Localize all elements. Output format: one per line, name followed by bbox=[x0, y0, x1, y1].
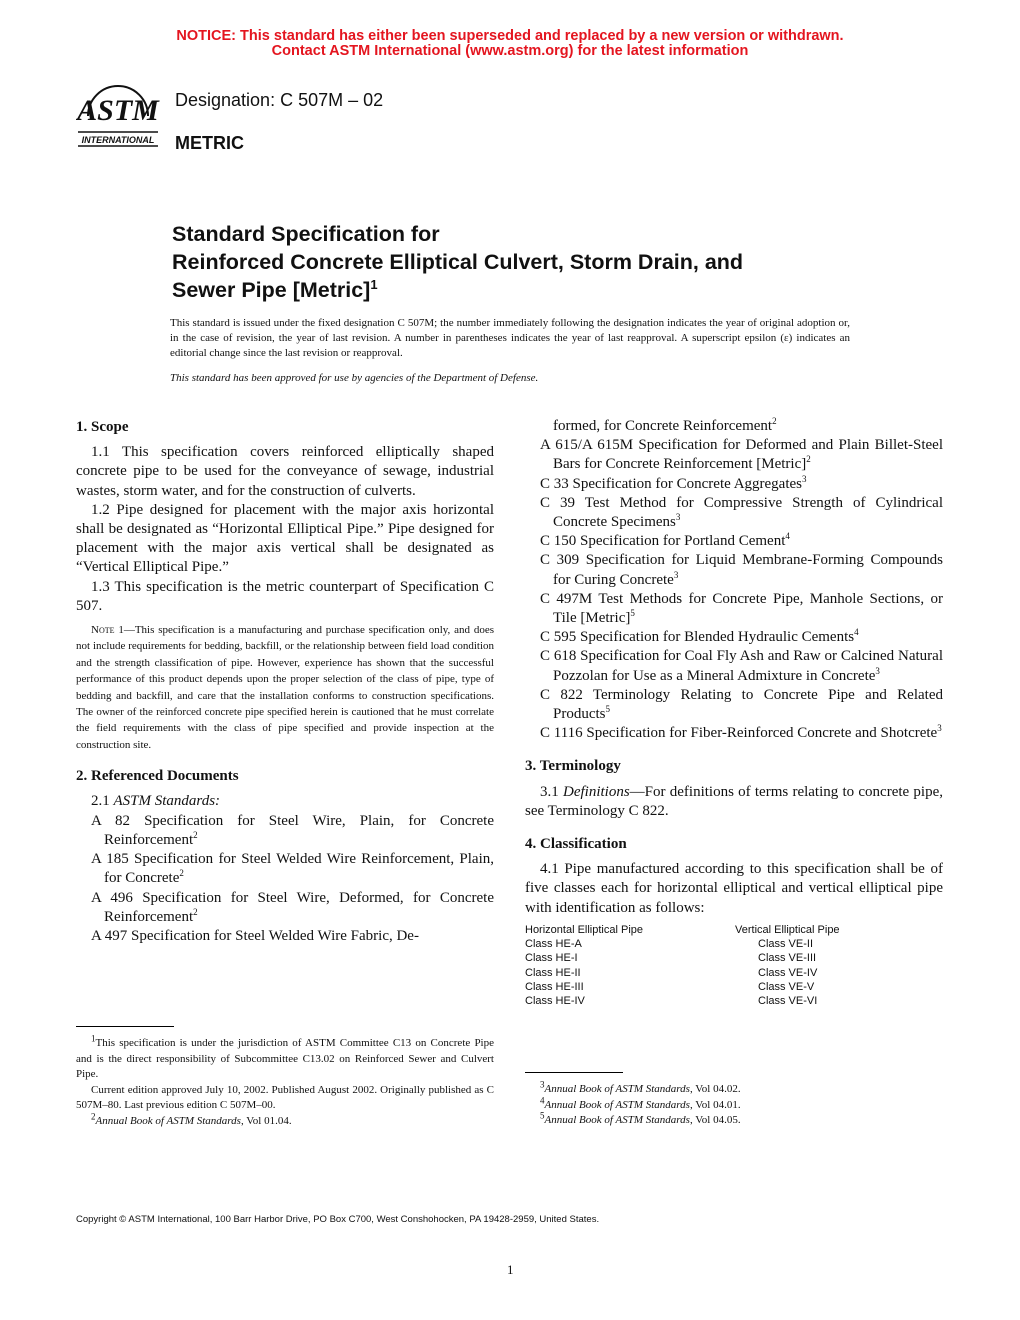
copyright: Copyright © ASTM International, 100 Barr Harbor Drive, PO Box C700, West Conshohocken, PA 19428-2959, United States. bbox=[76, 1214, 600, 1225]
ref-item: A 185 Specification for Steel Welded Wire Reinforcement, Plain, for Concrete$^2$ bbox=[91, 851, 494, 887]
scope-heading: 1. Scope bbox=[76, 419, 129, 435]
class-table bbox=[525, 923, 943, 1009]
footnotes-right: $^3$Annual Book of ASTM Standards, Vol 04.02. $^4$Annual Book of ASTM Standards, Vol 04.01. $^5$Annual Book of ASTM Standards, Vol 04.05. bbox=[540, 1079, 741, 1127]
class-table-header-vertical: Vertical Elliptical Pipe bbox=[735, 923, 840, 936]
ref-item: C 150 Specification for Portland Cement$^4$ bbox=[540, 531, 790, 550]
class-cell: Class HE-III bbox=[525, 981, 584, 994]
ref-item: A 82 Specification for Steel Wire, Plain, for Concrete Reinforcement$^2$ bbox=[91, 812, 494, 848]
ref-item: A 615/A 615M Specification for Deformed and Plain Billet-Steel Bars for Concrete Reinforcement [Metric]$^2$ bbox=[540, 437, 943, 473]
ref-item: formed, for Concrete Reinforcement$^2$ bbox=[553, 416, 777, 434]
ref-item: A 497 Specification for Steel Welded Wire Fabric, De- bbox=[91, 927, 419, 944]
footnotes-left: $^1$This specification is under the jurisdiction of ASTM Committee C13 on Concrete Pipe and is the direct responsibility of Subcommittee C13.02 on Reinforced Sewer and Culvert Pipe. Current edition approved July 10, 2002. Published August 2002. Originally published as C 507M–80. Last previous edition C 507M–00. $^2$Annual Book of ASTM Standards, Vol 01.04. bbox=[76, 1033, 494, 1127]
terminology-3-1: 3.1 Definitions—For definitions of terms relating to concrete pipe, see Terminology C 822. bbox=[525, 783, 944, 819]
ref-item: C 39 Test Method for Compressive Strength of Cylindrical Concrete Specimens$^3$ bbox=[540, 494, 943, 531]
scope-1-3: 1.3 This specification is the metric counterpart of Specification C 507. bbox=[76, 578, 494, 614]
designation: Designation: C 507M – 02 bbox=[175, 90, 384, 110]
refs-subheading: 2.1 ASTM Standards: bbox=[91, 793, 221, 810]
ref-item: A 496 Specification for Steel Wire, Deformed, for Concrete Reinforcement$^2$ bbox=[91, 889, 494, 925]
dod-approval: This standard has been approved for use by agencies of the Department of Defense. bbox=[170, 372, 539, 384]
page-number: 1 bbox=[507, 1262, 514, 1277]
notice-line-2: Contact ASTM International (www.astm.org) for the latest information bbox=[271, 43, 749, 59]
ref-item: C 822 Terminology Relating to Concrete Pipe and Related Products$^5$ bbox=[540, 686, 943, 723]
note-1 bbox=[76, 622, 494, 753]
ref-item: C 33 Specification for Concrete Aggregates$^3$ bbox=[540, 473, 807, 492]
notice-line-1: NOTICE: This standard has either been superseded and replaced by a new version or withdrawn. bbox=[176, 28, 844, 44]
ref-item: C 595 Specification for Blended Hydraulic Cements$^4$ bbox=[540, 627, 859, 646]
astm-logo bbox=[76, 76, 160, 148]
class-table-header-horizontal: Horizontal Elliptical Pipe bbox=[525, 923, 643, 936]
class-cell: Class VE-II bbox=[758, 938, 814, 951]
class-cell: Class HE-II bbox=[525, 966, 581, 979]
logo-text: ASTM bbox=[77, 94, 159, 127]
left-column bbox=[76, 418, 494, 946]
title-line-3: Sewer Pipe [Metric] bbox=[172, 278, 371, 302]
footnote-rule bbox=[76, 1026, 174, 1027]
scope-1-1: 1.1 This specification covers reinforced elliptically shaped concrete pipe to be used for the conveyance of sewage, industrial wastes, storm water, and for the construction of culverts. bbox=[76, 444, 494, 499]
title-line-1: Standard Specification for bbox=[172, 222, 440, 246]
classification-4-1: 4.1 Pipe manufactured according to this specification shall be of five classes each for horizontal elliptical and vertical elliptical pipe with identification as follows: bbox=[525, 861, 943, 916]
ref-item: C 309 Specification for Liquid Membrane-Forming Compounds for Curing Concrete$^3$ bbox=[540, 552, 943, 588]
note-label: Note bbox=[91, 624, 115, 637]
classification-heading: 4. Classification bbox=[525, 836, 627, 853]
class-cell: Class VE-IV bbox=[758, 966, 818, 979]
intro-paragraph: This standard is issued under the fixed designation C 507M; the number immediately following the designation indicates the year of original adoption or, in the case of revision, the year of last revision. A number in parentheses indicates the year of last reapproval. A superscript epsilon (ε) indicates an editorial change since the last revision or reapproval. bbox=[170, 317, 850, 359]
ref-item: C 497M Test Methods for Concrete Pipe, Manhole Sections, or Tile [Metric]$^5$ bbox=[540, 590, 943, 627]
class-cell: Class HE-I bbox=[525, 952, 578, 965]
class-cell: Class VE-V bbox=[758, 981, 815, 994]
refs-heading: 2. Referenced Documents bbox=[76, 768, 239, 785]
ref-item: C 1116 Specification for Fiber-Reinforced Concrete and Shotcrete$^3$ bbox=[540, 723, 942, 742]
title-line-2: Reinforced Concrete Elliptical Culvert, Storm Drain, and bbox=[172, 250, 744, 274]
scope-1-2: 1.2 Pipe designed for placement with the major axis horizontal shall be designated as “Horizontal Elliptical Pipe.” Pipe designed for placement with the major axis vertical shall be designated as “Vertical Elliptical Pipe.” bbox=[76, 501, 494, 576]
ref-item: C 618 Specification for Coal Fly Ash and Raw or Calcined Natural Pozzolan for Use as a Mineral Admixture in Concrete$^3$ bbox=[540, 648, 943, 684]
class-cell: Class VE-VI bbox=[758, 995, 818, 1008]
metric-label: METRIC bbox=[175, 133, 244, 153]
class-cell: Class HE-IV bbox=[525, 995, 585, 1008]
title-footnote-ref: 1 bbox=[370, 276, 378, 292]
terminology-heading: 3. Terminology bbox=[525, 758, 621, 775]
right-column bbox=[525, 417, 943, 1009]
class-cell: Class VE-III bbox=[758, 952, 817, 965]
note-text: 1—This specification is a manufacturing and purchase specification only, and does not include requirements for bedding, backfill, or the relationship between field load condition and the strength classification of pipe. However, experience has shown that the successful performance of this product depends upon the proper selection of the class of pipe, type of bedding and backfill, and care that the installation conforms to construction specifications. The owner of the reinforced concrete pipe specified herein is cautioned that he must correlate the field requirements with the class of pipe specified and provide inspection at the construction site. bbox=[76, 624, 494, 751]
footnote-rule bbox=[525, 1072, 623, 1073]
class-cell: Class HE-A bbox=[525, 938, 582, 951]
logo-subtext: INTERNATIONAL bbox=[81, 135, 155, 145]
document-title bbox=[172, 220, 932, 304]
